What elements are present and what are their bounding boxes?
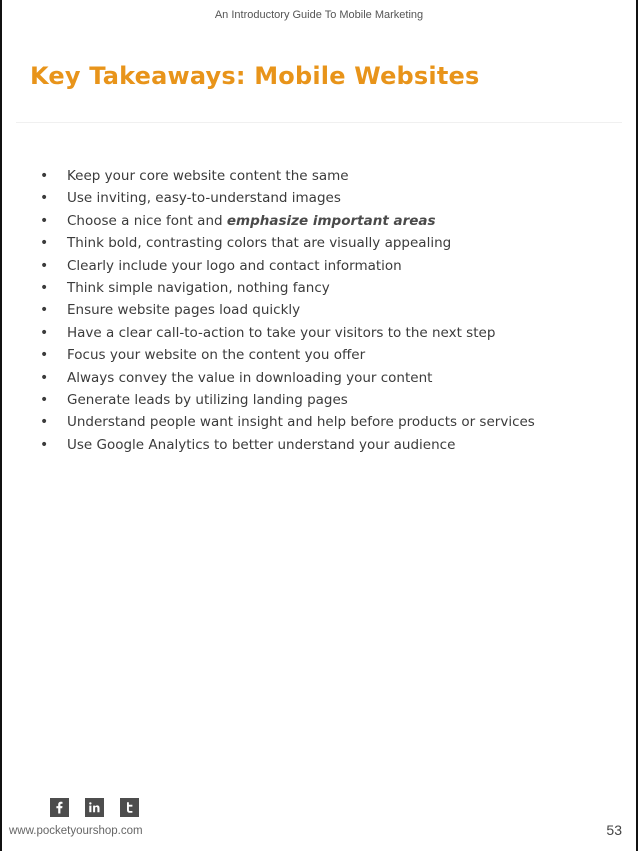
list-item-text: Understand people want insight and help before products or services — [67, 414, 535, 431]
list-item — [40, 277, 535, 299]
running-header: An Introductory Guide To Mobile Marketing — [214, 9, 424, 21]
bullet-glyph: • — [40, 347, 49, 364]
bullet-glyph: • — [40, 168, 49, 184]
list-item-text: Ensure website pages load quickly — [67, 302, 301, 319]
bullet-glyph: • — [40, 212, 49, 229]
bullet-glyph: • — [40, 324, 49, 341]
list-item-text: Always convey the value in downloading your content — [67, 369, 433, 386]
bullet-glyph: • — [40, 190, 49, 207]
list-item — [40, 389, 535, 411]
bullet-glyph: • — [40, 235, 49, 252]
bullet-glyph: • — [40, 436, 49, 453]
list-item — [40, 434, 535, 456]
list-item-text: Think bold, contrasting colors that are visually appealing — [67, 235, 452, 252]
list-item — [40, 299, 535, 321]
list-item-text: Choose a nice font and — [67, 212, 227, 229]
bullet-glyph: • — [40, 279, 49, 296]
list-item-text: Use Google Analytics to better understand your audience — [67, 436, 456, 453]
list-item — [40, 232, 535, 254]
title-divider — [16, 122, 622, 123]
list-item — [40, 322, 535, 344]
list-item-text: Generate leads by utilizing landing pages — [67, 391, 348, 408]
social-links — [50, 798, 139, 817]
footer-website-link[interactable]: www.pocketyourshop.com — [9, 825, 143, 837]
bullet-glyph: • — [40, 302, 49, 319]
list-item-text: Think simple navigation, nothing fancy — [67, 279, 330, 296]
list-item — [40, 411, 535, 433]
list-item — [40, 344, 535, 366]
list-item — [40, 255, 535, 277]
list-item-text: Focus your website on the content you offer — [67, 347, 366, 364]
list-item — [40, 187, 535, 209]
bullet-glyph: • — [40, 369, 49, 386]
list-item-text: Clearly include your logo and contact information — [67, 257, 402, 274]
facebook-icon[interactable] — [50, 798, 69, 817]
bullet-glyph: • — [40, 257, 49, 274]
list-item — [40, 367, 535, 389]
list-item-text: Have a clear call-to-action to take your visitors to the next step — [67, 324, 496, 341]
bullet-glyph: • — [40, 391, 49, 408]
page-number: 53 — [606, 822, 622, 838]
list-item-text: Keep your core website content the same — [67, 168, 349, 184]
list-item-text: Use inviting, easy-to-understand images — [67, 190, 341, 207]
bullet-glyph: • — [40, 414, 49, 431]
page-border-left — [0, 0, 2, 851]
takeaways-list — [40, 165, 535, 456]
page-title: Key Takeaways: Mobile Websites — [30, 62, 480, 90]
twitter-icon[interactable] — [120, 798, 139, 817]
list-item — [40, 210, 535, 232]
list-item — [40, 165, 535, 187]
emphasized-text: emphasize important areas — [226, 212, 436, 229]
linkedin-icon[interactable] — [85, 798, 104, 817]
